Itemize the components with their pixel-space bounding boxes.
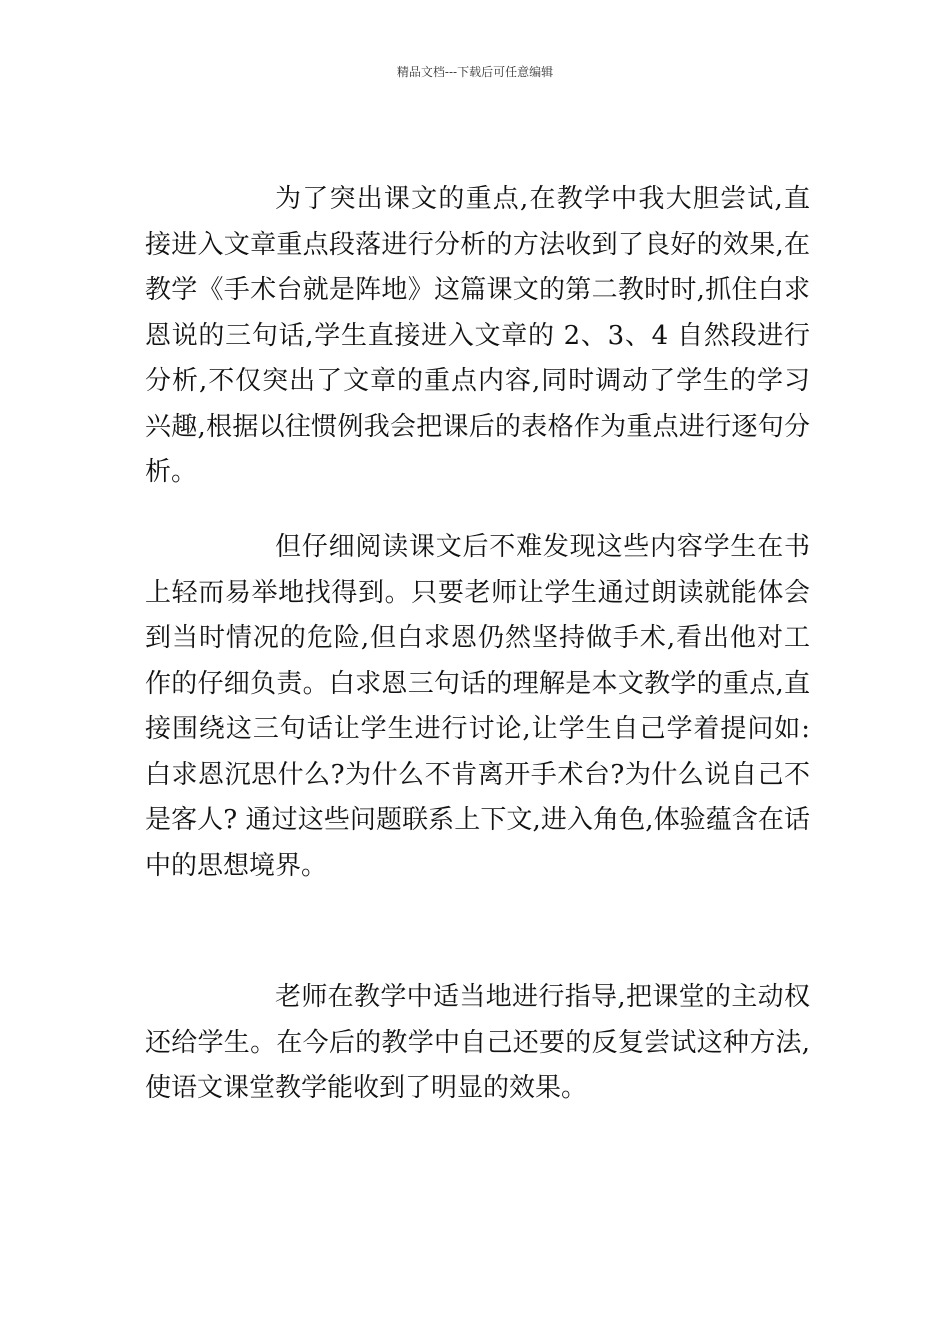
paragraph-3: 老师在教学中适当地进行指导,把课堂的主动权还给学生。在今后的教学中自己还要的反复尝试这种方法,使语文课堂教学能收到了明显的效果。 — [145, 982, 810, 1103]
paragraph-1: 为了突出课文的重点,在教学中我大胆尝试,直接进入文章重点段落进行分析的方法收到了良好的效果,在教学《手术台就是阵地》这篇课文的第二教时时,抓住白求恩说的三句话,学生直接进入文章的 2、3、4 自然段进行分析,不仅突出了文章的重点内容,同时调动了学生的学习兴趣,根据以往惯例我会把课后的表格作为重点进行逐句分析。 — [145, 184, 810, 487]
page-header: 精品文档---下载后可任意编辑 — [396, 65, 554, 79]
paragraph-2: 但仔细阅读课文后不难发现这些内容学生在书上轻而易举地找得到。只要老师让学生通过朗读就能体会到当时情况的危险,但白求恩仍然坚持做手术,看出他对工作的仔细负责。白求恩三句话的理解是本文教学的重点,直接围绕这三句话让学生进行讨论,让学生自己学着提问如:白求恩沉思什么?为什么不肯离开手术台?为什么说自己不是客人? 通过这些问题联系上下文,进入角色,体验蕴含在话中的思想境界。 — [145, 532, 810, 881]
